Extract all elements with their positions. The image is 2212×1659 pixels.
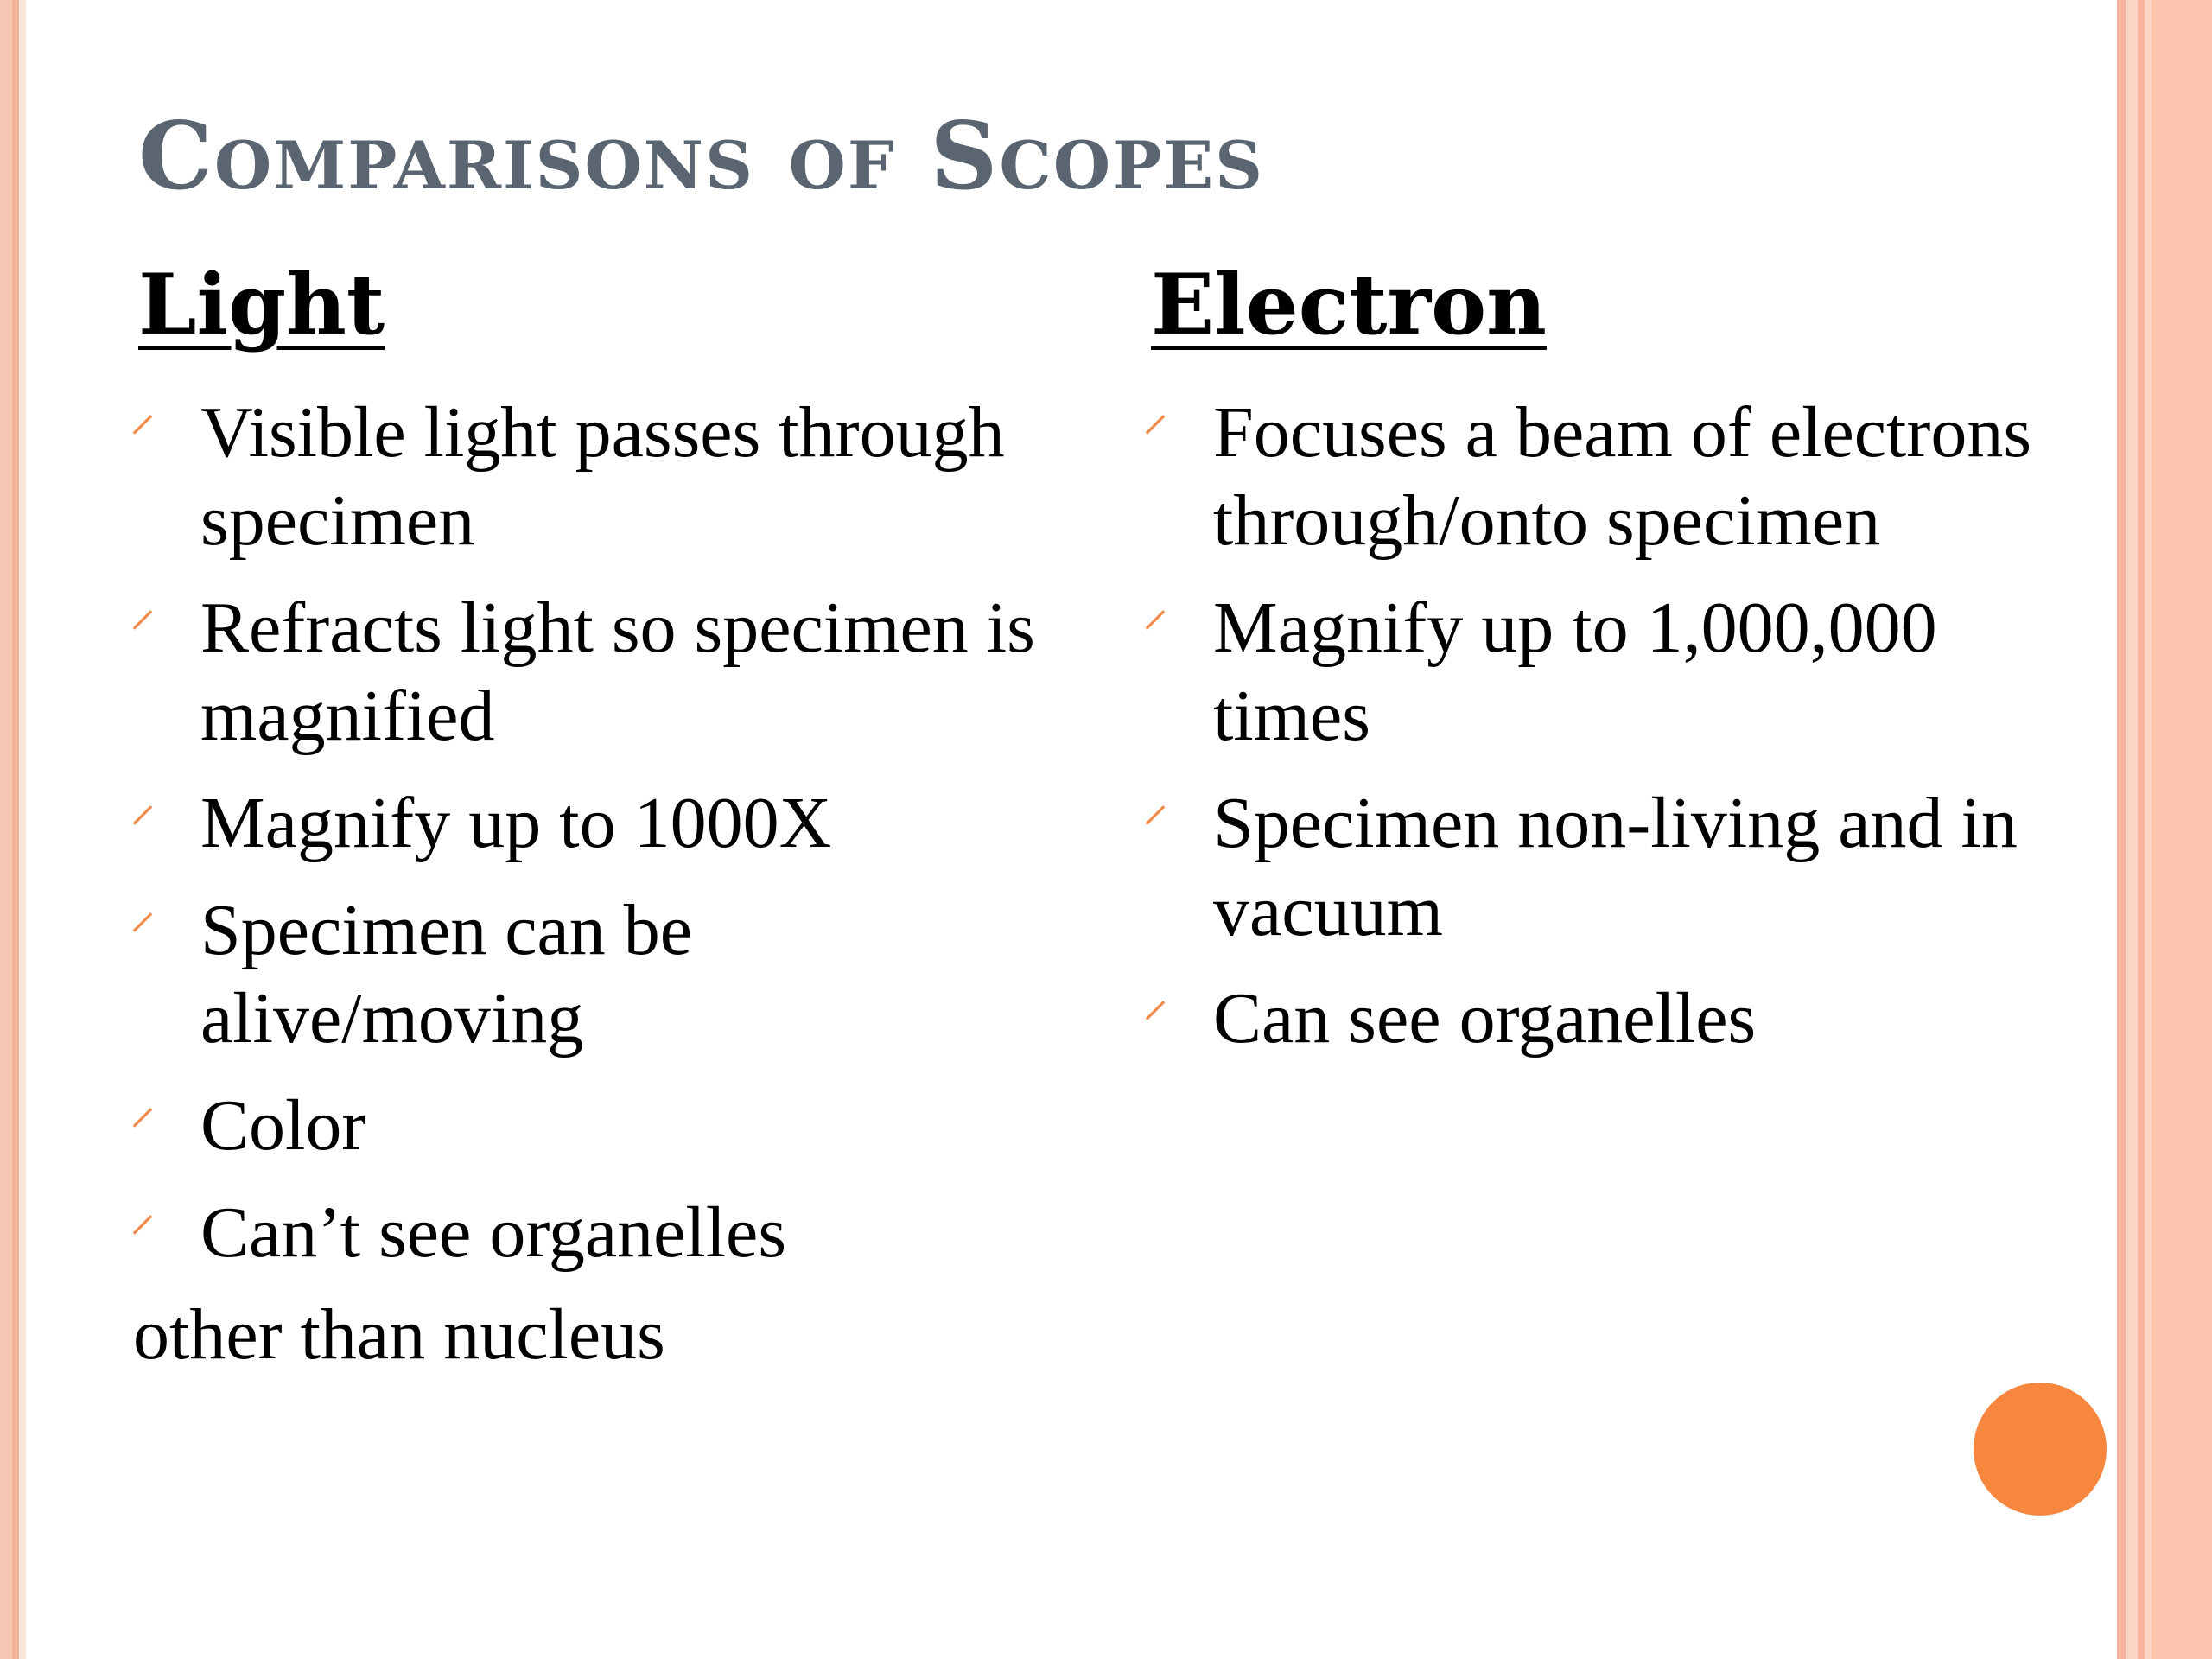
- orange-tick-icon: ⸍: [130, 1204, 156, 1265]
- electron-bullet-list: [1142, 389, 2101, 1063]
- orange-circle-decoration: [1974, 1382, 2107, 1516]
- orange-tick-icon: ⸍: [1142, 404, 1168, 465]
- list-item-text: Magnify up to 1,000,000 times: [1213, 587, 1937, 756]
- orange-tick-icon: ⸍: [130, 794, 156, 855]
- orange-tick-icon: ⸍: [1142, 794, 1168, 855]
- list-item-text: Specimen non-living and in vacuum: [1213, 782, 2018, 951]
- left-border-decoration: [0, 0, 12, 1659]
- orange-tick-icon: ⸍: [130, 404, 156, 465]
- list-item: [130, 1082, 1071, 1170]
- electron-column: [1142, 256, 2101, 1082]
- left-border-inner: [19, 0, 26, 1659]
- list-item: [130, 887, 1071, 1063]
- list-item-text: Can’t see organelles: [200, 1192, 787, 1273]
- list-item: [1142, 389, 2101, 565]
- list-item-text: Visible light passes through specimen: [200, 391, 1005, 561]
- list-item-text: Focuses a beam of electrons through/onto specimen: [1213, 391, 2032, 561]
- orange-tick-icon: ⸍: [130, 901, 156, 963]
- list-item: [1142, 975, 2101, 1063]
- list-item: [1142, 779, 2101, 956]
- list-item: [130, 1189, 1071, 1277]
- list-item-text: Color: [200, 1084, 366, 1166]
- list-item: [1142, 584, 2101, 760]
- list-item: [130, 389, 1071, 565]
- light-bullet-list: [130, 389, 1071, 1277]
- list-continuation-text: other than nucleus: [133, 1294, 665, 1375]
- list-item-text: Magnify up to 1000X: [200, 782, 832, 863]
- list-item: [130, 779, 1071, 868]
- orange-tick-icon: ⸍: [130, 1096, 156, 1158]
- right-border-band: [2152, 0, 2212, 1659]
- list-item-text: Specimen can be alive/moving: [200, 889, 693, 1058]
- light-heading: Light: [138, 256, 385, 353]
- list-item-text: Can see organelles: [1213, 977, 1757, 1058]
- list-item-text: Refracts light so specimen is magnified: [200, 587, 1035, 756]
- right-border-line: [2138, 0, 2145, 1659]
- orange-tick-icon: ⸍: [130, 599, 156, 660]
- left-border-line: [12, 0, 19, 1659]
- orange-tick-icon: ⸍: [1142, 989, 1168, 1051]
- right-border-line: [2117, 0, 2126, 1659]
- orange-tick-icon: ⸍: [1142, 599, 1168, 660]
- slide-title: Comparisons of Scopes: [138, 102, 1265, 211]
- electron-heading: Electron: [1151, 256, 1547, 353]
- list-item: [130, 584, 1071, 760]
- light-column: [130, 256, 1071, 1379]
